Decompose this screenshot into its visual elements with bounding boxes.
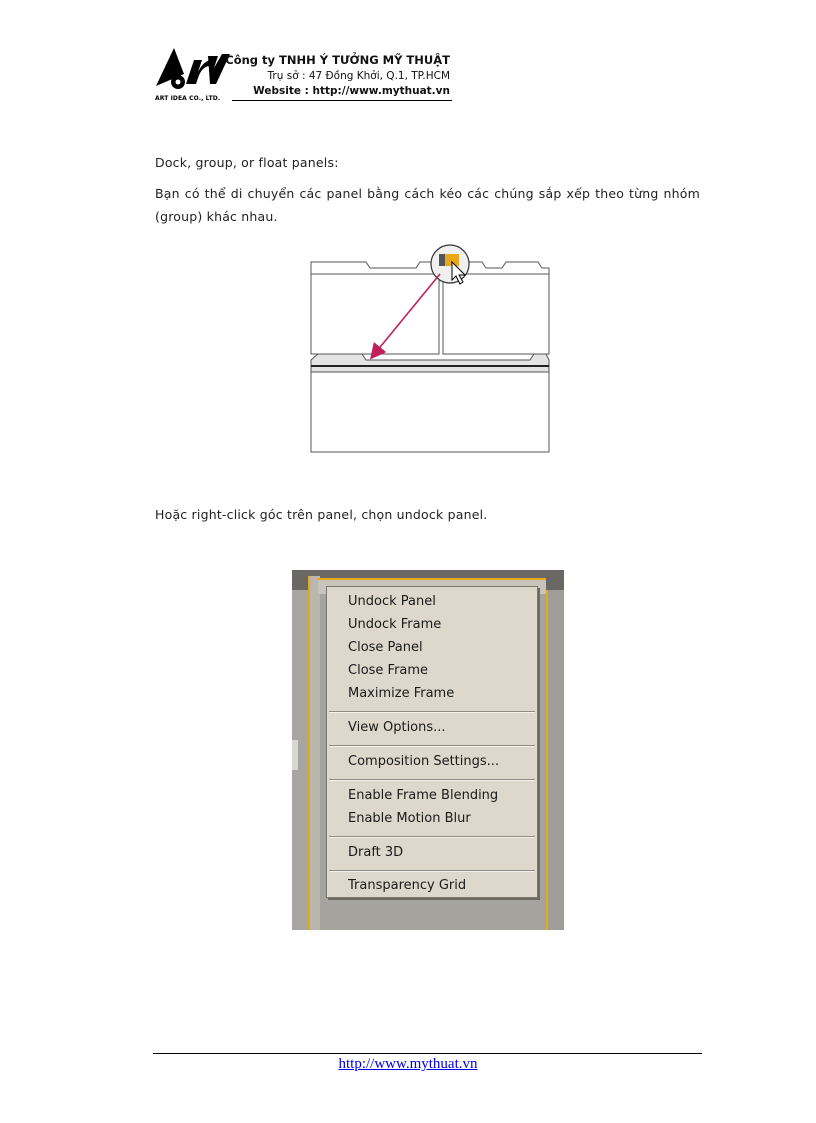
instruction-paragraph: Bạn có thể di chuyển các panel bằng cách kéo các chúng sắp xếp theo từng nhóm (group) khác nhau.	[155, 186, 700, 224]
menu-item-view-options[interactable]: View Options...	[348, 720, 446, 735]
art-idea-logo	[154, 46, 232, 102]
menu-item-close-frame[interactable]: Close Frame	[348, 663, 429, 678]
menu-separator	[329, 745, 535, 747]
section-heading: Dock, group, or float panels:	[155, 155, 339, 170]
menu-separator	[329, 836, 535, 838]
footer-website-link[interactable]: http://www.mythuat.vn	[338, 1056, 478, 1072]
menu-item-close-panel[interactable]: Close Panel	[348, 640, 423, 655]
menu-item-composition-settings[interactable]: Composition Settings...	[348, 754, 500, 769]
footer	[0, 1056, 816, 1073]
context-menu-screenshot	[292, 570, 564, 930]
panel-frame-left	[308, 576, 320, 930]
footer-rule	[153, 1053, 702, 1054]
menu-item-transparency-grid[interactable]: Transparency Grid	[348, 878, 467, 893]
company-address: Trụ sở : 47 Đồng Khởi, Q.1, TP.HCM	[267, 70, 450, 82]
menu-item-enable-frame-blending[interactable]: Enable Frame Blending	[348, 788, 499, 803]
bottom-panel	[311, 354, 549, 452]
panel-drag-diagram	[306, 244, 554, 456]
header-underline	[232, 100, 452, 101]
logo-caption: ART IDEA CO., LTD.	[155, 95, 221, 102]
menu-separator	[329, 779, 535, 781]
company-name: Công ty TNHH Ý TƯỞNG MỸ THUẬT	[225, 53, 450, 67]
left-top-panel	[311, 262, 439, 354]
undock-instruction: Hoặc right-click góc trên panel, chọn undock panel.	[155, 507, 488, 522]
context-menu	[326, 586, 538, 898]
menu-separator	[329, 711, 535, 713]
menu-item-maximize-frame[interactable]: Maximize Frame	[348, 686, 455, 701]
left-panel-marker	[292, 740, 298, 770]
menu-item-undock-panel[interactable]: Undock Panel	[348, 594, 436, 609]
menu-item-enable-motion-blur[interactable]: Enable Motion Blur	[348, 811, 471, 826]
menu-item-draft-3d[interactable]: Draft 3D	[348, 845, 404, 860]
company-website: Website : http://www.mythuat.vn	[253, 85, 450, 97]
panel-frame-right	[546, 590, 564, 930]
menu-separator	[329, 870, 535, 872]
menu-item-undock-frame[interactable]: Undock Frame	[348, 617, 442, 632]
